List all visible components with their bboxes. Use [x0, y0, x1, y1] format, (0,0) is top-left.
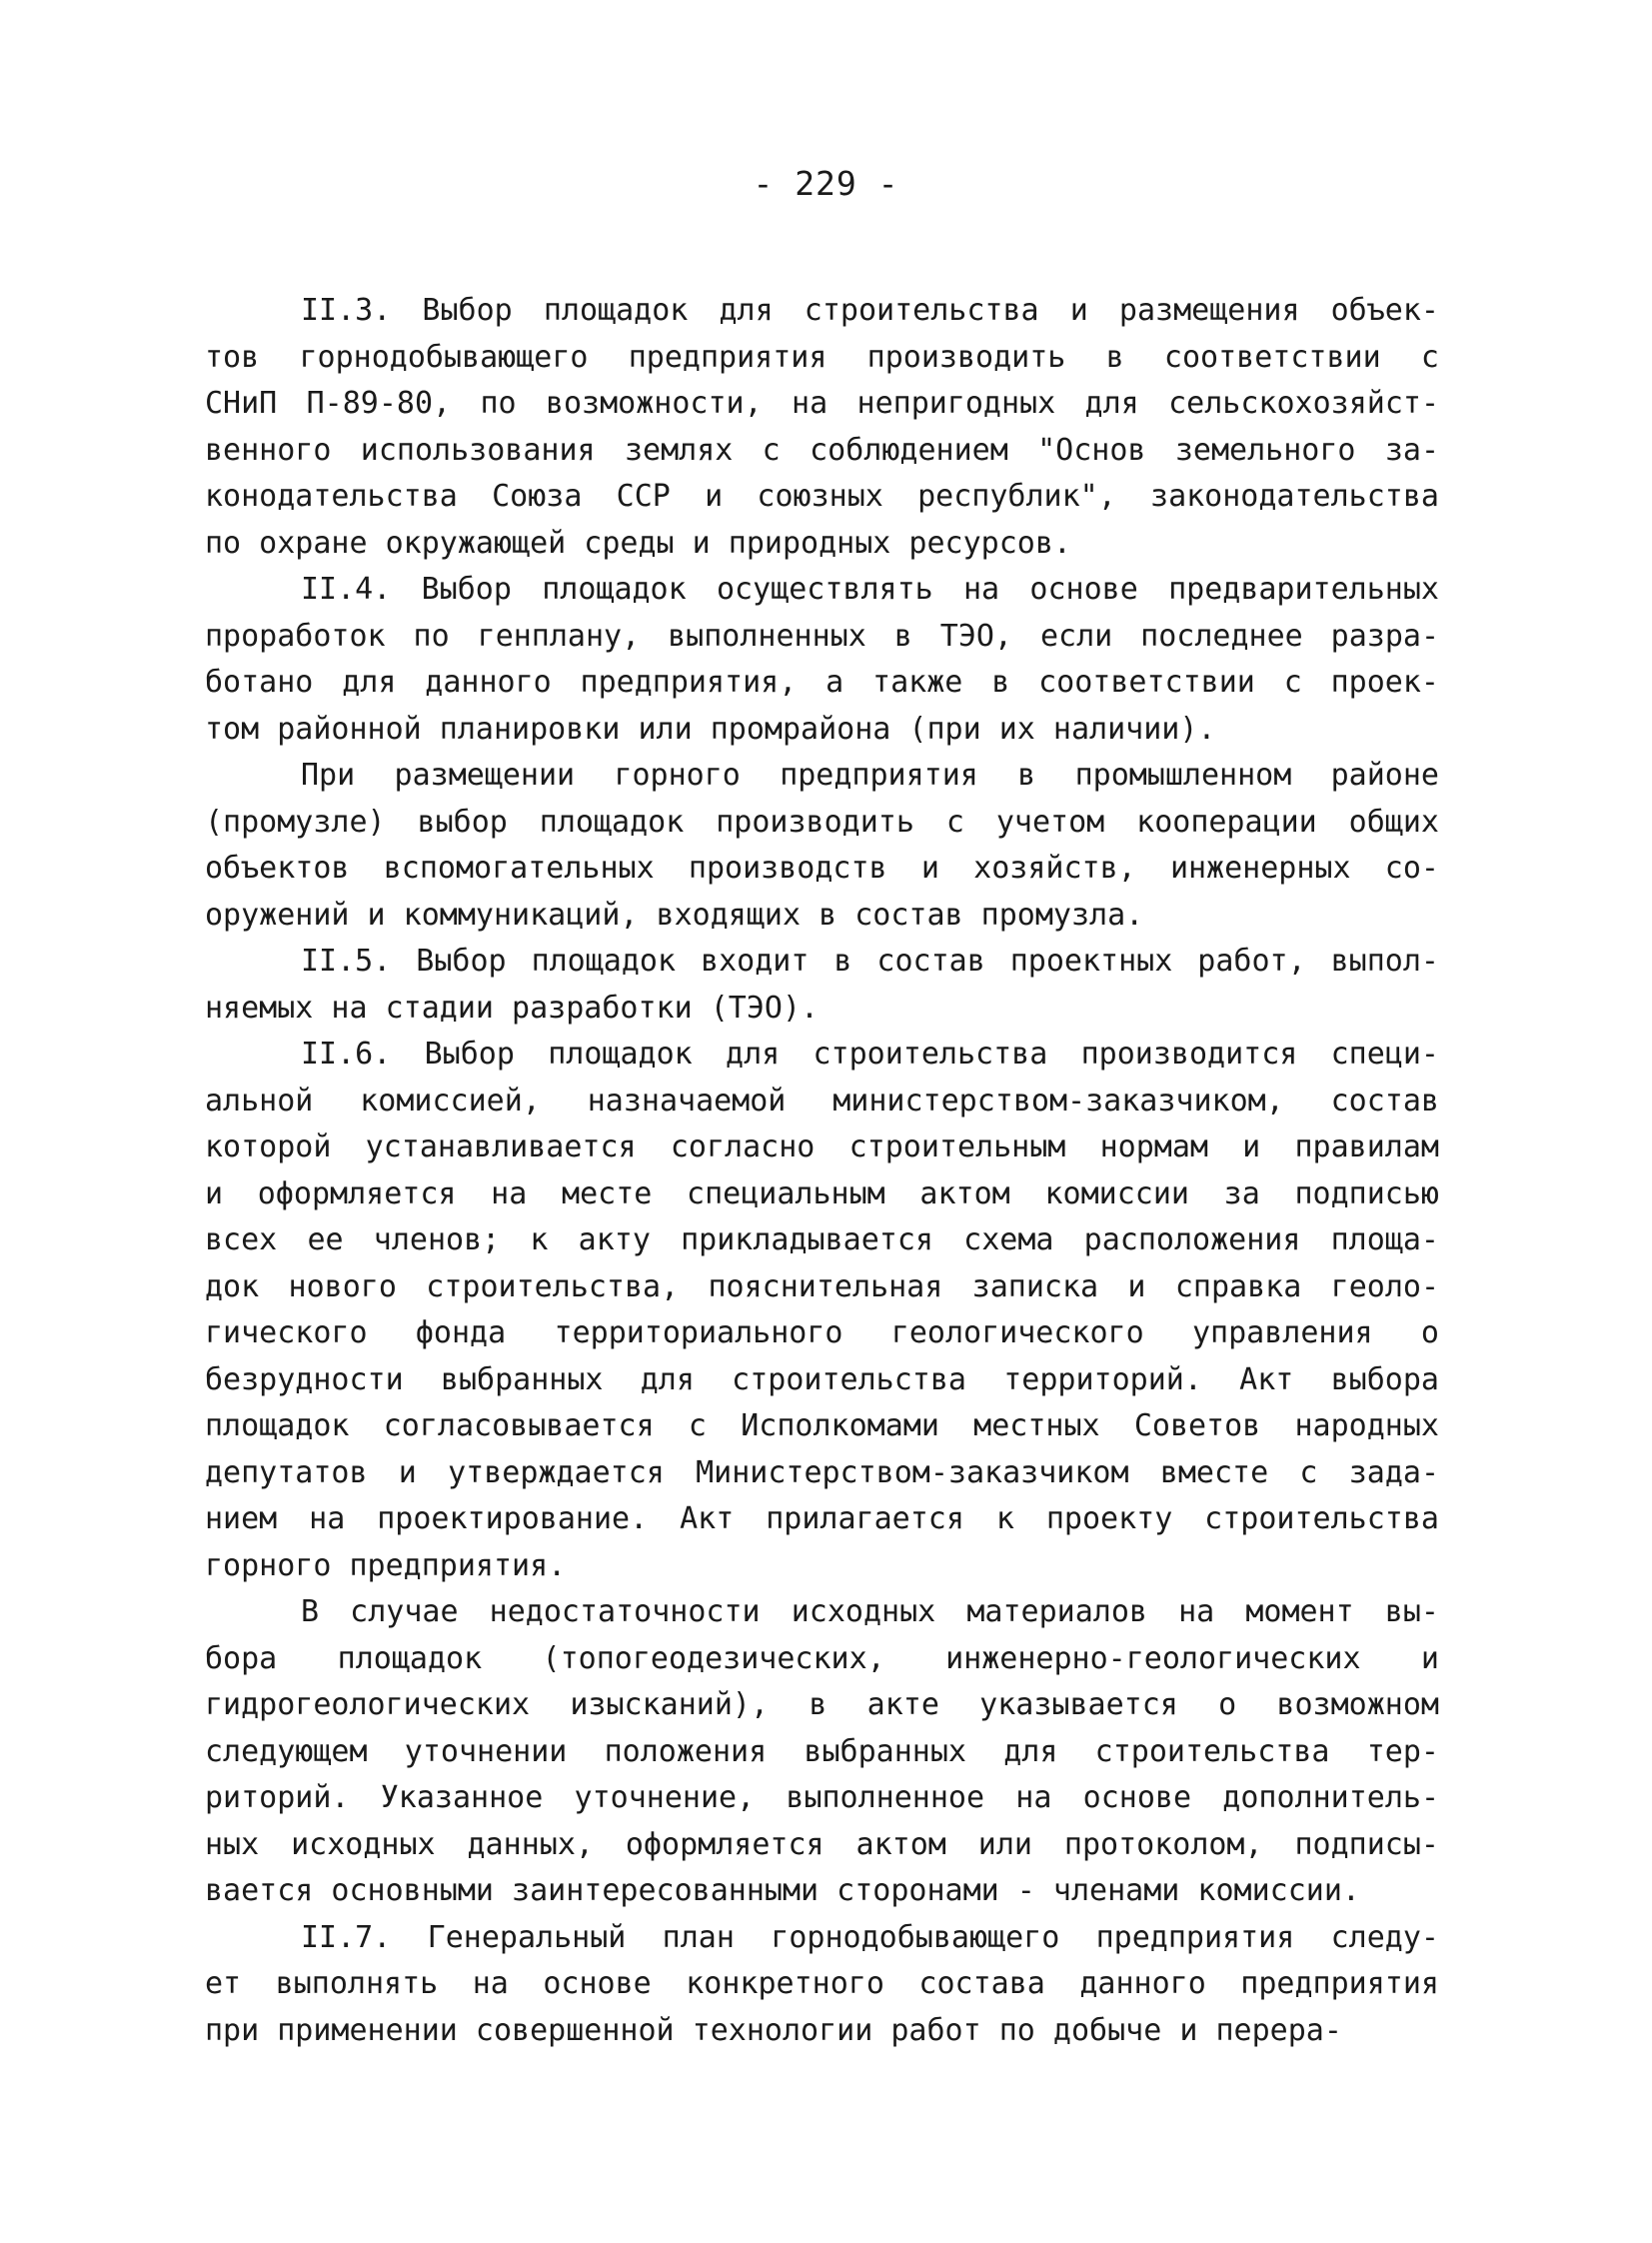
text-line: проработок по генплану, выполненных в ТЭО, если последнее разра-: [205, 618, 1439, 654]
text-line: II.5. Выбор площадок входит в состав проектных работ, выпол-: [301, 944, 1439, 979]
text-line: ных исходных данных, оформляется актом или протоколом, подписы-: [205, 1826, 1439, 1862]
text-line: СНиП П-89-80, по возможности, на непригодных для сельскохозяйст-: [205, 386, 1439, 421]
text-line: объектов вспомогательных производств и хозяйств, инженерных со-: [205, 851, 1439, 886]
text-line: депутатов и утверждается Министерством-заказчиком вместе с зада-: [205, 1454, 1439, 1490]
body-text: [205, 288, 1439, 2054]
paragraph: [205, 567, 1439, 753]
text-line: всех ее членов; к акту прикладывается схема расположения площа-: [205, 1222, 1439, 1257]
text-line: При размещении горного предприятия в промышленном районе: [301, 758, 1439, 793]
text-line: II.7. Генеральный план горнодобывающего предприятия следу-: [301, 1919, 1439, 1955]
text-line: горного предприятия.: [205, 1547, 567, 1583]
text-line: тов горнодобывающего предприятия производить в соответствии с: [205, 339, 1439, 375]
text-line: альной комиссией, назначаемой министерством-заказчиком, состав: [205, 1083, 1439, 1119]
paragraph: [205, 753, 1439, 939]
paragraph: [205, 288, 1439, 567]
text-line: док нового строительства, пояснительная записка и справка геоло-: [205, 1268, 1439, 1304]
paragraph: [205, 939, 1439, 1032]
paragraph: [205, 1915, 1439, 2055]
text-line: площадок согласовывается с Исполкомами местных Советов народных: [205, 1408, 1439, 1443]
paragraph: [205, 1589, 1439, 1915]
text-line: следующем уточнении положения выбранных для строительства тер-: [205, 1733, 1439, 1769]
text-line: няемых на стадии разработки (ТЭО).: [205, 990, 820, 1026]
text-line: II.3. Выбор площадок для строительства и размещения объек-: [301, 293, 1439, 328]
text-line: риторий. Указанное уточнение, выполненное на основе дополнитель-: [205, 1780, 1439, 1815]
text-line: том районной планировки или промрайона (при их наличии).: [205, 711, 1216, 747]
page-number: - 229 -: [753, 164, 899, 203]
text-line: оружений и коммуникаций, входящих в состав промузла.: [205, 897, 1144, 933]
text-line: II.6. Выбор площадок для строительства производится специ-: [301, 1037, 1439, 1072]
text-line: ботано для данного предприятия, а также в соответствии с проек-: [205, 665, 1439, 700]
text-line: (промузле) выбор площадок производить с учетом кооперации общих: [205, 804, 1439, 840]
text-line: В случае недостаточности исходных материалов на момент вы-: [301, 1594, 1439, 1629]
text-line: ет выполнять на основе конкретного состава данного предприятия: [205, 1966, 1439, 2001]
text-line: нием на проектирование. Акт прилагается к проекту строительства: [205, 1501, 1439, 1536]
text-line: II.4. Выбор площадок осуществлять на основе предварительных: [301, 572, 1439, 607]
text-line: бора площадок (топогеодезических, инженерно-геологических и: [205, 1640, 1439, 1676]
text-line: по охране окружающей среды и природных ресурсов.: [205, 525, 1071, 561]
text-line: конодательства Союза ССР и союзных республик", законодательства: [205, 479, 1439, 514]
text-line: безрудности выбранных для строительства территорий. Акт выбора: [205, 1361, 1439, 1397]
text-line: которой устанавливается согласно строительным нормам и правилам: [205, 1129, 1439, 1164]
paragraph: [205, 1032, 1439, 1589]
text-line: при применении совершенной технологии работ по добыче и перера-: [205, 2012, 1342, 2048]
text-line: гидрогеологических изысканий), в акте указывается о возможном: [205, 1687, 1439, 1722]
text-line: гического фонда территориального геологического управления о: [205, 1315, 1439, 1350]
text-line: и оформляется на месте специальным актом комиссии за подписью: [205, 1175, 1439, 1211]
text-line: венного использования землях с соблюдением "Основ земельного за-: [205, 432, 1439, 468]
text-line: вается основными заинтересованными сторонами - членами комиссии.: [205, 1873, 1360, 1908]
